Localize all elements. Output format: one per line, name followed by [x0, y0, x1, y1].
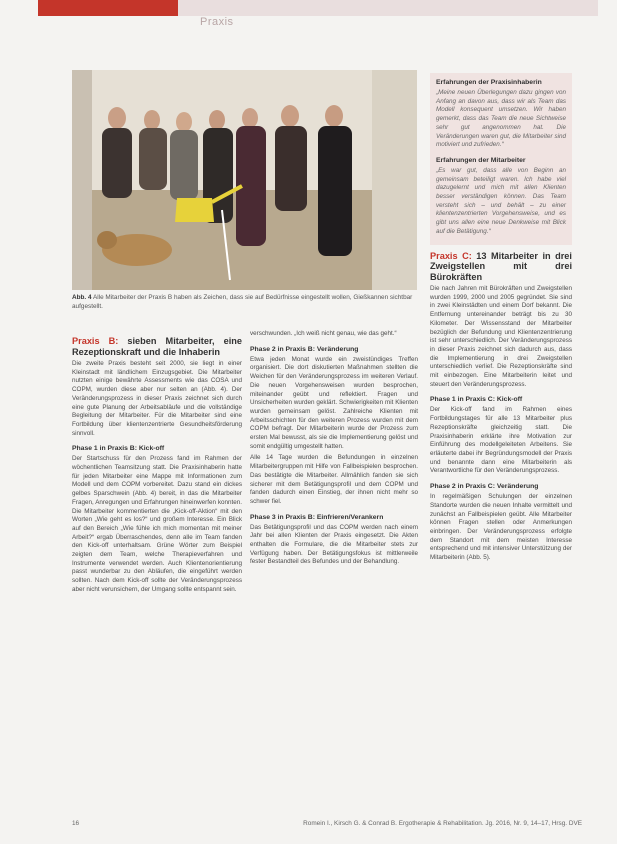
praxis-b-title: sieben Mitarbeiter, eine Rezeptionskraft und die Inhaberin: [72, 336, 242, 357]
section-label: Praxis: [200, 16, 234, 28]
photo-illustration: [72, 70, 417, 290]
praxis-c-intro: Die nach Jahren mit Bürokräften und Zweigstellen wurden 1999, 2000 und 2005 gegründet. Sie sind in zwei Kleinstädten und einem Dorf bekannt. Die Entfernung untereinander beträgt bis zu 30 Kilometer. Der Wissensstand der Mitarbeiter bezüglich der Befundung und Klientenzentrierung ist sehr unterschiedlich. Der Veränderungsprozess in dieser Praxis zeichnet sich dadurch aus, dass die Implementierung in drei Zweigstellen unterschiedlich verlief. Die Rezeptionskräfte sind mit einbezogen. Eine Mitarbeiterin leitet und steuert den Veränderungsprozess.: [430, 285, 572, 388]
praxis-b-phase2-text2: Alle 14 Tage wurden die Befundungen in einzelnen Mitarbeitergruppen mit Hilfe von Fallbeispielen besprochen. Das bestätigte die Mitarbeiter. Allmählich fanden sie sich sicherer mit dem Betätigungsprofil und dem COPM und fanden dadurch einen Einstieg, der ihnen nicht mehr so schwer fiel.: [250, 454, 418, 505]
praxis-b-phase2-heading: Phase 2 in Praxis B: Veränderung: [250, 345, 359, 353]
footer-citation: Romein I., Kirsch G. & Conrad B. Ergotherapie & Rehabilitation. Jg. 2016, Nr. 9, 14–17, Hrsg. DVE: [303, 820, 582, 827]
praxis-c-phase1-text: Der Kick-off fand im Rahmen eines Fortbildungstages für alle 13 Mitarbeiter plus Rezeptionskräfte gleichzeitig statt. Die Praxisinhaberin erklärte ihre Motivation zur Einführung des modellgeleiteten Arbeitens. Sie erläuterte dabei ihr Begründungsmodell der Praxis und benannte dann eine Mitarbeiterin als Verantwortliche für den Veränderungsprozess.: [430, 406, 572, 475]
group-photo: [72, 70, 417, 290]
praxis-b-heading: [72, 336, 242, 357]
praxis-c-phase1-heading: Phase 1 in Praxis C: Kick-off: [430, 396, 523, 404]
caption-text: Alle Mitarbeiter der Praxis B haben als Zeichen, dass sie auf Bedürfnisse eingestellt wollen, Gießkannen sichtbar aufgestellt.: [72, 294, 413, 310]
header-accent: [38, 0, 178, 16]
praxis-b-intro: Die zweite Praxis besteht seit 2000, sie liegt in einer Kleinstadt mit ländlichem Einzugsgebiet. Die Mitarbeiter nutzten einige bewährte Assessments wie das COSA und COPM, wurden diese aber nur selten an (Abb. 4). Der Veränderungsprozess in dieser Praxis zeichnet sich durch eine gute Planung der Arbeitsabläufe und die vollständige Begleitung der Mitarbeiter. Für die Mitarbeiter sind eine Fortbildung über klientenzentrierte Gesundheitsförderung sinnvoll.: [72, 360, 242, 437]
carryover-text: verschwunden. „Ich weiß nicht genau, wie das geht.“: [250, 330, 397, 337]
page-number: 16: [72, 820, 80, 827]
owner-experience-heading: Erfahrungen der Praxisinhaberin: [436, 79, 542, 86]
figure-caption: [72, 294, 417, 311]
column-3: [430, 73, 572, 566]
column-2: [250, 330, 418, 570]
praxis-c-phase2-heading: Phase 2 in Praxis C: Veränderung: [430, 483, 539, 491]
praxis-b-phase1-heading: Phase 1 in Praxis B: Kick-off: [72, 445, 165, 453]
praxis-b-phase1-text: Der Startschuss für den Prozess fand im Rahmen der wöchentlichen Teamsitzung statt. Die Praxisinhaberin hatte für jeden Mitarbeiter eine Mappe mit Informationen zum Modell und dem COPM vorbereitet. Dazu stand ein dickes gelbes Sparschwein (Abb. 4) bereit, in das die Mitarbeiter Fragen, Anregungen und Erfahrungen hineinwerfen konnten. Die Mitarbeiter kommentierten die „Kick-off-Aktion“ mit den Worten „Wie geht es los?“ und großem Interesse. Ein Blick auf den Bereich „Wie fühle ich mich momentan mit meiner Arbeit?“ ergab Überraschendes, denn alle im Team fanden den Kick-off unterhaltsam. Grüne Wörter zum Beispiel zeigten dem Team, welche Therapieverfahren und Instrumente verwendet werden. Auch Klientenorientierung passt wunderbar zu den Abläufen, die eingeführt werden sollten. Nach dem Kick-off sollte der Veränderungsprozess aber nicht verunsichern, der Umgang sollte entspannt sein.: [72, 455, 242, 593]
praxis-b-phase3-heading: Phase 3 in Praxis B: Einfrieren/Verankern: [250, 513, 384, 521]
praxis-b-phase2-text: Etwa jeden Monat wurde ein zweistündiges Treffen organisiert. Die dort diskutierten Maßnahmen stellten die Weichen für den Veränderungsprozess im weiteren Verlauf. Die neuen Vorgehensweisen wurden besprochen, miteinander geübt und reflektiert. Fragen und Unsicherheiten wurden geklärt. Schwierigkeiten mit Klienten wurden gemeinsam gelöst. Zahlreiche Klienten mit Arbeitsschichten für den weiteren Prozess wurden mit dem COPM befragt. Der Mitarbeiterin wurde der Prozess zum ersten Mal bewusst, als sie die Implementierung gelöst und somit endgültig umgestellt hatten.: [250, 355, 418, 450]
column-1: [72, 336, 242, 598]
experience-box: [430, 73, 572, 245]
praxis-b-label: Praxis B:: [72, 336, 119, 346]
praxis-c-heading: [430, 251, 572, 283]
praxis-c-title: 13 Mitarbeiter in drei Zweigstellen mit drei Bürokräften: [430, 250, 572, 282]
staff-experience-quote: „Es war gut, dass alle von Beginn an gemeinsam beteiligt waren. Ich habe viel dazugelernt und mich mit allen Klienten besser verständigen können. Das Team versteht sich – und behält – zu einer klientenzentrierten Vorgehensweise, und es gibt uns allen eine neue Denkweise mit Blick auf die Betätigung.“: [436, 166, 566, 235]
owner-experience-quote: „Meine neuen Überlegungen dazu gingen von Anfang an davon aus, dass wir als Team das Modell konsequent umsetzen. Wir haben gemerkt, dass das Team die neue Sichtweise sehr gut angenommen hat. Die Veränderungen waren gut, die Mitarbeiter sind motiviert und zufrieden.“: [436, 89, 566, 149]
caption-label: Abb. 4: [72, 294, 92, 301]
praxis-c-label: Praxis C:: [430, 250, 472, 261]
praxis-c-phase2-text: In regelmäßigen Schulungen der einzelnen Standorte wurden die neuen Inhalte vermittelt und zunächst an Fallbeispielen geübt. Alle Mitarbeiter können Fragen stellen oder Anmerkungen einbringen. Der Veränderungsprozess erfolgte dem Standort mit dem meisten Interesse entsprechend und mit intensiver Unterstützung der Mitarbeiterin (Abb. 5).: [430, 493, 572, 562]
staff-experience-heading: Erfahrungen der Mitarbeiter: [436, 156, 526, 164]
praxis-b-phase3-text: Das Betätigungsprofil und das COPM werden nach einem Jahr bei allen Klienten der Praxis eingesetzt. Die Akten enthalten die Formulare, die die Mitarbeiter stets zur Verfügung haben. Der Betätigungsfokus ist mittlerweile fester Bestandteil des Befundes und der Behandlung.: [250, 523, 418, 566]
